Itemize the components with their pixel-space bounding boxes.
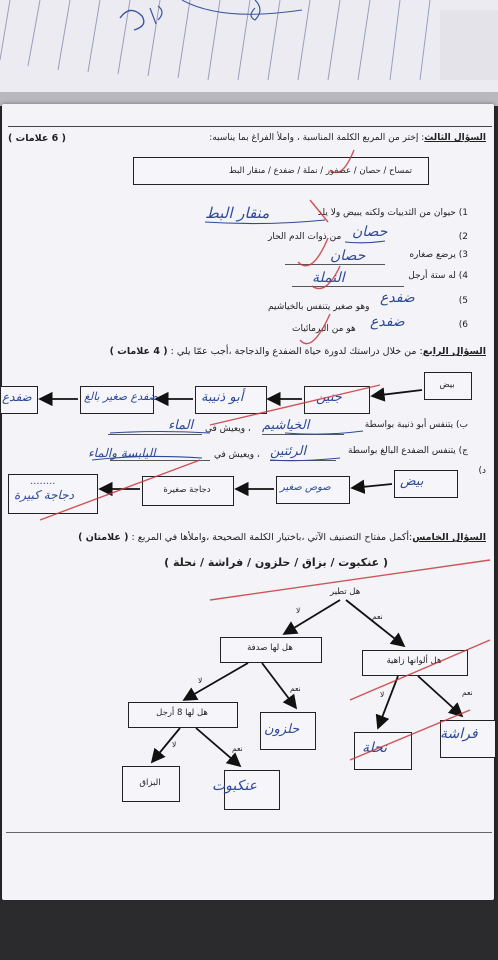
tree-shell-label: هل لها صدفة [247, 643, 293, 653]
q4-c-answer-2: اليابسة والماء [88, 446, 156, 460]
tree-root: هل تطير [330, 587, 361, 597]
q3-heading [209, 133, 486, 143]
chicken-egg-answer: بيض [400, 474, 424, 489]
q4-b-answer-1: الخياشيم [262, 418, 310, 433]
word-bank-text: تمساح / حصان / عصفور / نملة / ضفدع / منقار البط [228, 166, 412, 176]
q3-answer-4: النملة [312, 270, 345, 286]
frog-tadpole-answer: أبو ذنيبة [201, 390, 244, 405]
chicken-chick-answer: صوص صغير [280, 482, 331, 493]
table-surface [0, 900, 498, 960]
tree-colors-label: هل ألوانها زاهية [386, 656, 442, 666]
q3-instruction: : إختر من المربع الكلمة المناسبة ، واملأ الفراغ بما يناسبه: [209, 133, 425, 143]
chicken-adult-dots: ........ [30, 476, 56, 487]
q4-d-label: د) [478, 466, 486, 476]
q3-item-5-text: وهو صغير يتنفس بالخياشيم [268, 302, 370, 312]
ruled-paper-lines [0, 0, 498, 92]
q5-title: السؤال الخامس [412, 532, 486, 543]
q4-title: السؤال الرابع [422, 346, 486, 357]
tree-slug-label: البزاق [139, 778, 161, 788]
frog-young-answer: ضفدع صغير بالغ [84, 390, 158, 403]
q5-marks: ( علامتان ) [78, 532, 129, 543]
tree-butterfly-answer: فراشة [440, 726, 478, 742]
q3-answer-3: حصان [330, 248, 366, 264]
q3-item-6-text: هو من البرمائيات [292, 324, 356, 334]
q5-options: ( عنكبوت / بزاق / حلزون / فراشة / نحلة ) [164, 556, 388, 569]
q3-blank-4 [292, 286, 404, 287]
q3-marks: ( 6 علامات ) [8, 133, 66, 144]
q4-heading: السؤال الرابع: من خلال دراستك لدورة حياة الضفدع والدجاجة ،أجب عمّا يلي : ( 4 علامات ) [109, 346, 486, 357]
q3-answer-5: ضفدع [380, 290, 415, 306]
chicken-young-label: دجاجة صغيرة [163, 485, 211, 495]
frog-egg-label: بيض [439, 380, 455, 390]
q4-marks: ( 4 علامات ) [109, 346, 168, 357]
tree-spider-answer: عنكبوت [212, 778, 257, 794]
q4-c-blank-1 [270, 460, 336, 461]
tree-legs-label: هل لها 8 أرجل [156, 708, 208, 718]
previous-page-edge [0, 0, 498, 92]
tree-root-no: لا [296, 606, 301, 615]
q4-b-answer-2: الماء [168, 418, 194, 433]
tree-shell-no: لا [198, 676, 203, 685]
q4-c-answer-1: الرئتين [270, 444, 307, 459]
q4-b-blank-2 [108, 434, 202, 435]
q5-heading: السؤال الخامس:أكمل مفتاح التصنيف الآتي ،باختيار الكلمة الصحيحة ،واملأها في المربع : ( علامتان ) [78, 532, 486, 543]
tree-colors-yes: نعم [462, 688, 473, 697]
q3-item-5-num: 5) [458, 296, 468, 306]
q4-b-label: ب) يتنفس أبو ذنيبة بواسطة [364, 420, 468, 430]
tree-colors-no: لا [380, 690, 385, 699]
q3-item-4: 4) له ستة أرجل [408, 271, 468, 281]
q3-answer-6: ضفدع [370, 314, 405, 330]
q3-item-2-text: من ذوات الدم الحار [268, 232, 342, 242]
tree-legs-no: لا [172, 740, 177, 749]
tree-bee-answer: نحلة [362, 740, 388, 756]
q3-item-1: 1) حيوان من الثدييات ولكنه يبيض ولا يلد [317, 208, 468, 218]
q3-item-3: 3) يرضع صغاره [409, 250, 468, 260]
frog-adult-answer: ضفدع [2, 390, 32, 404]
q3-title: السؤال الثالث [424, 133, 486, 143]
q3-answer-2: حصان [352, 224, 388, 240]
q3-answer-1: منقار البط [205, 204, 270, 222]
tree-snail-answer: حلزون [264, 722, 300, 737]
q3-item-6-num: 6) [458, 320, 468, 330]
frog-embryo-answer: جنين [316, 390, 342, 405]
q4-b-blank-1 [262, 434, 344, 435]
q3-item-2-num: 2) [458, 232, 468, 242]
tree-shell-yes: نعم [290, 684, 301, 693]
header-rule [8, 126, 492, 127]
tree-legs-yes: نعم [232, 744, 243, 753]
q4-b-mid: ، ويعيش في [205, 424, 251, 434]
q4-c-mid: ، ويعيش في [214, 450, 260, 460]
q3-blank-3 [285, 264, 385, 265]
tree-root-yes: نعم [372, 612, 383, 621]
q4-c-blank-2 [110, 460, 210, 461]
q4-c-label: ج) يتنفس الضفدع البالغ بواسطة [347, 446, 468, 456]
footer-rule [6, 832, 492, 833]
chicken-adult-answer: دجاجة كبيرة [14, 488, 74, 502]
